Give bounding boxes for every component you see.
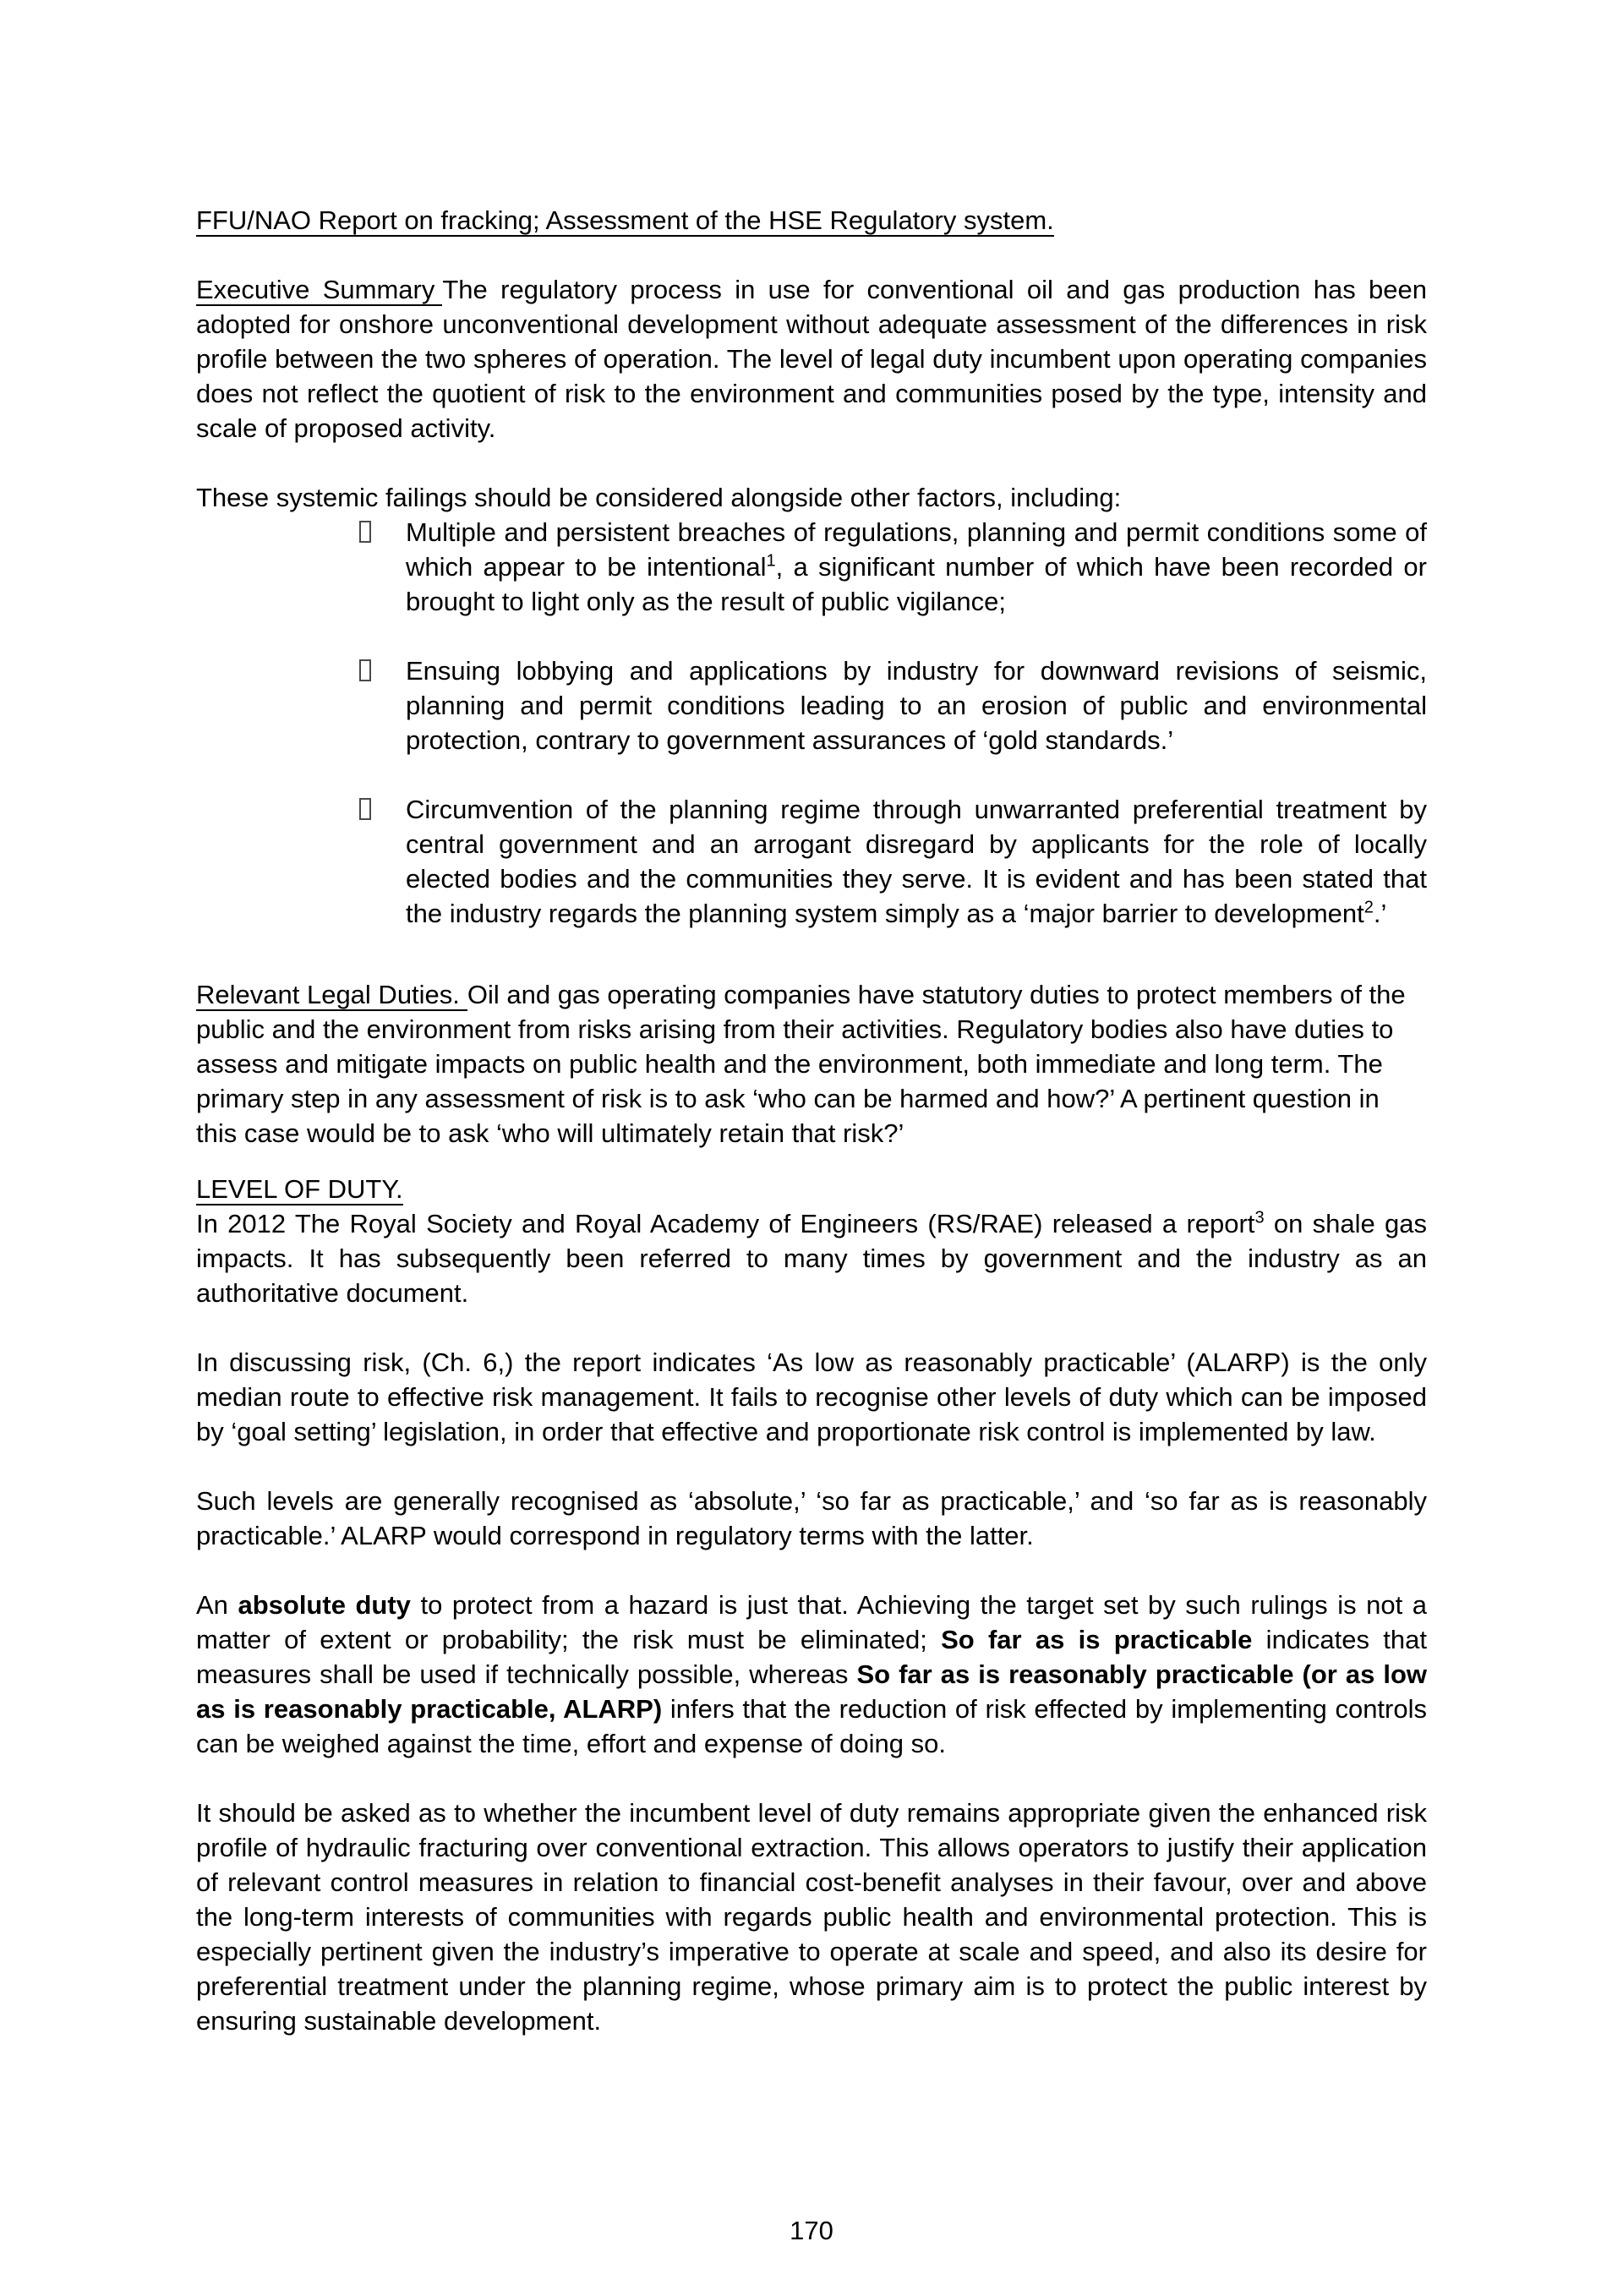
paragraph-incumbent-duty: It should be asked as to whether the incumbent level of duty remains appropriate given the enhanced risk profile of hydraulic fracturing over conventional extraction. This allows operators to justify their application of relevant control measures in relation to financial cost-benefit analyses in their favour, over and above the long-term interests of communities with regards public health and environmental protection. This is especially pertinent given the industry’s imperative to operate at scale and speed, and also its desire for preferential treatment under the planning regime, whose primary aim is to protect the public interest by ensuring sustainable development. bbox=[196, 1798, 1427, 2036]
report-title bbox=[196, 203, 1427, 238]
absolute-duty-run-bold: So far as is reasonably practicable (or as low as is reasonably practicable, ALARP) bbox=[196, 1659, 1427, 1724]
absolute-duty-run: An bbox=[196, 1590, 238, 1620]
page-number: 170 bbox=[790, 2216, 833, 2245]
list-item bbox=[196, 653, 1427, 757]
paragraph-absolute-duty bbox=[196, 1588, 1427, 1761]
bullet-text: , a significant number of which have been recorded or brought to light only as the result of public vigilance; bbox=[406, 552, 1427, 616]
absolute-duty-run: infers that the reduction of risk effected by implementing controls can be weighed against the time, effort and expense of doing so. bbox=[196, 1694, 1427, 1758]
relevant-legal-duties-heading: Relevant Legal Duties. bbox=[196, 980, 467, 1011]
report-paragraph-text: In 2012 The Royal Society and Royal Academy of Engineers (RS/RAE) released a report bbox=[196, 1209, 1255, 1238]
tofu-box-bullet-icon bbox=[359, 659, 371, 681]
report-title-text: FFU/NAO Report on fracking; Assessment of the HSE Regulatory system. bbox=[196, 205, 1054, 235]
level-of-duty-heading-text: LEVEL OF DUTY. bbox=[196, 1174, 403, 1204]
absolute-duty-run-bold: So far as is practicable bbox=[941, 1625, 1253, 1654]
paragraph-relevant-legal-duties bbox=[196, 977, 1427, 1151]
absolute-duty-run: to protect from a hazard is just that. Achieving the target set by such rulings is not a matter of extent or probability; the risk must be eliminated; bbox=[196, 1590, 1428, 1654]
bullet-text: .’ bbox=[1373, 899, 1387, 928]
list-item bbox=[196, 792, 1427, 931]
paragraph-discussing-risk: In discussing risk, (Ch. 6,) the report indicates ‘As low as reasonably practicable’ (ALARP) is the only median route to effective risk management. It fails to recognise other levels of duty which can be imposed by ‘goal setting’ legislation, in order that effective and proportionate risk control is implemented by law. bbox=[196, 1348, 1427, 1446]
paragraph-such-levels: Such levels are generally recognised as ‘absolute,’ ‘so far as practicable,’ and ‘so far as is reasonably practicable.’ ALARP would correspond in regulatory terms with the latter. bbox=[196, 1486, 1427, 1550]
executive-summary-body: The regulatory process in use for conventional oil and gas production has been adopted for onshore unconventional development without adequate assessment of the differences in risk profile between the two spheres of operation. The level of legal duty incumbent upon operating companies does not reflect the quotient of risk to the environment and communities posed by the type, intensity and scale of proposed activity. bbox=[196, 275, 1427, 443]
paragraph-executive-summary bbox=[196, 272, 1427, 446]
paragraph-rs-rae-report bbox=[196, 1206, 1427, 1310]
list-item bbox=[196, 515, 1427, 619]
footnote-superscript: 1 bbox=[766, 551, 776, 571]
footnote-superscript: 3 bbox=[1254, 1208, 1265, 1227]
level-of-duty-heading bbox=[196, 1172, 1427, 1206]
bullet-text: Ensuing lobbying and applications by industry for downward revisions of seismic, planning and permit conditions leading to an erosion of public and environmental protection, contrary to government assurances of ‘gold standards.’ bbox=[406, 656, 1427, 755]
relevant-legal-duties-body: Oil and gas operating companies have statutory duties to protect members of the public and the environment from risks arising from their activities. Regulatory bodies also have duties to assess and mitigate impacts on public health and the environment, both immediate and long term. The primary step in any assessment of risk is to ask ‘who can be harmed and how?’ A pertinent question in this case would be to ask ‘who will ultimately retain that risk?’ bbox=[196, 980, 1406, 1148]
bullet-text: Multiple and persistent breaches of regulations, planning and permit conditions some of which appear to be intentional bbox=[406, 517, 1427, 582]
tofu-box-bullet-icon bbox=[359, 521, 371, 543]
systemic-failings-intro: These systemic failings should be considered alongside other factors, including: bbox=[196, 483, 1122, 512]
tofu-box-bullet-icon bbox=[359, 798, 371, 820]
bullet-text: Circumvention of the planning regime through unwarranted preferential treatment by central government and an arrogant disregard by applicants for the role of locally elected bodies and the communities they serve. It is evident and has been stated that the industry regards the planning system simply as a ‘major barrier to development bbox=[406, 795, 1427, 928]
executive-summary-heading: Executive Summary bbox=[196, 275, 442, 306]
systemic-failings-bullet-list bbox=[196, 515, 1427, 931]
report-paragraph-text: on shale gas impacts. It has subsequently been referred to many times by government and the industry as an authoritative document. bbox=[196, 1209, 1427, 1308]
document-content bbox=[196, 203, 1427, 2038]
footnote-superscript: 2 bbox=[1363, 898, 1374, 917]
absolute-duty-run: indicates that measures shall be used if technically possible, whereas bbox=[196, 1625, 1427, 1689]
absolute-duty-run-bold: absolute duty bbox=[238, 1590, 411, 1620]
